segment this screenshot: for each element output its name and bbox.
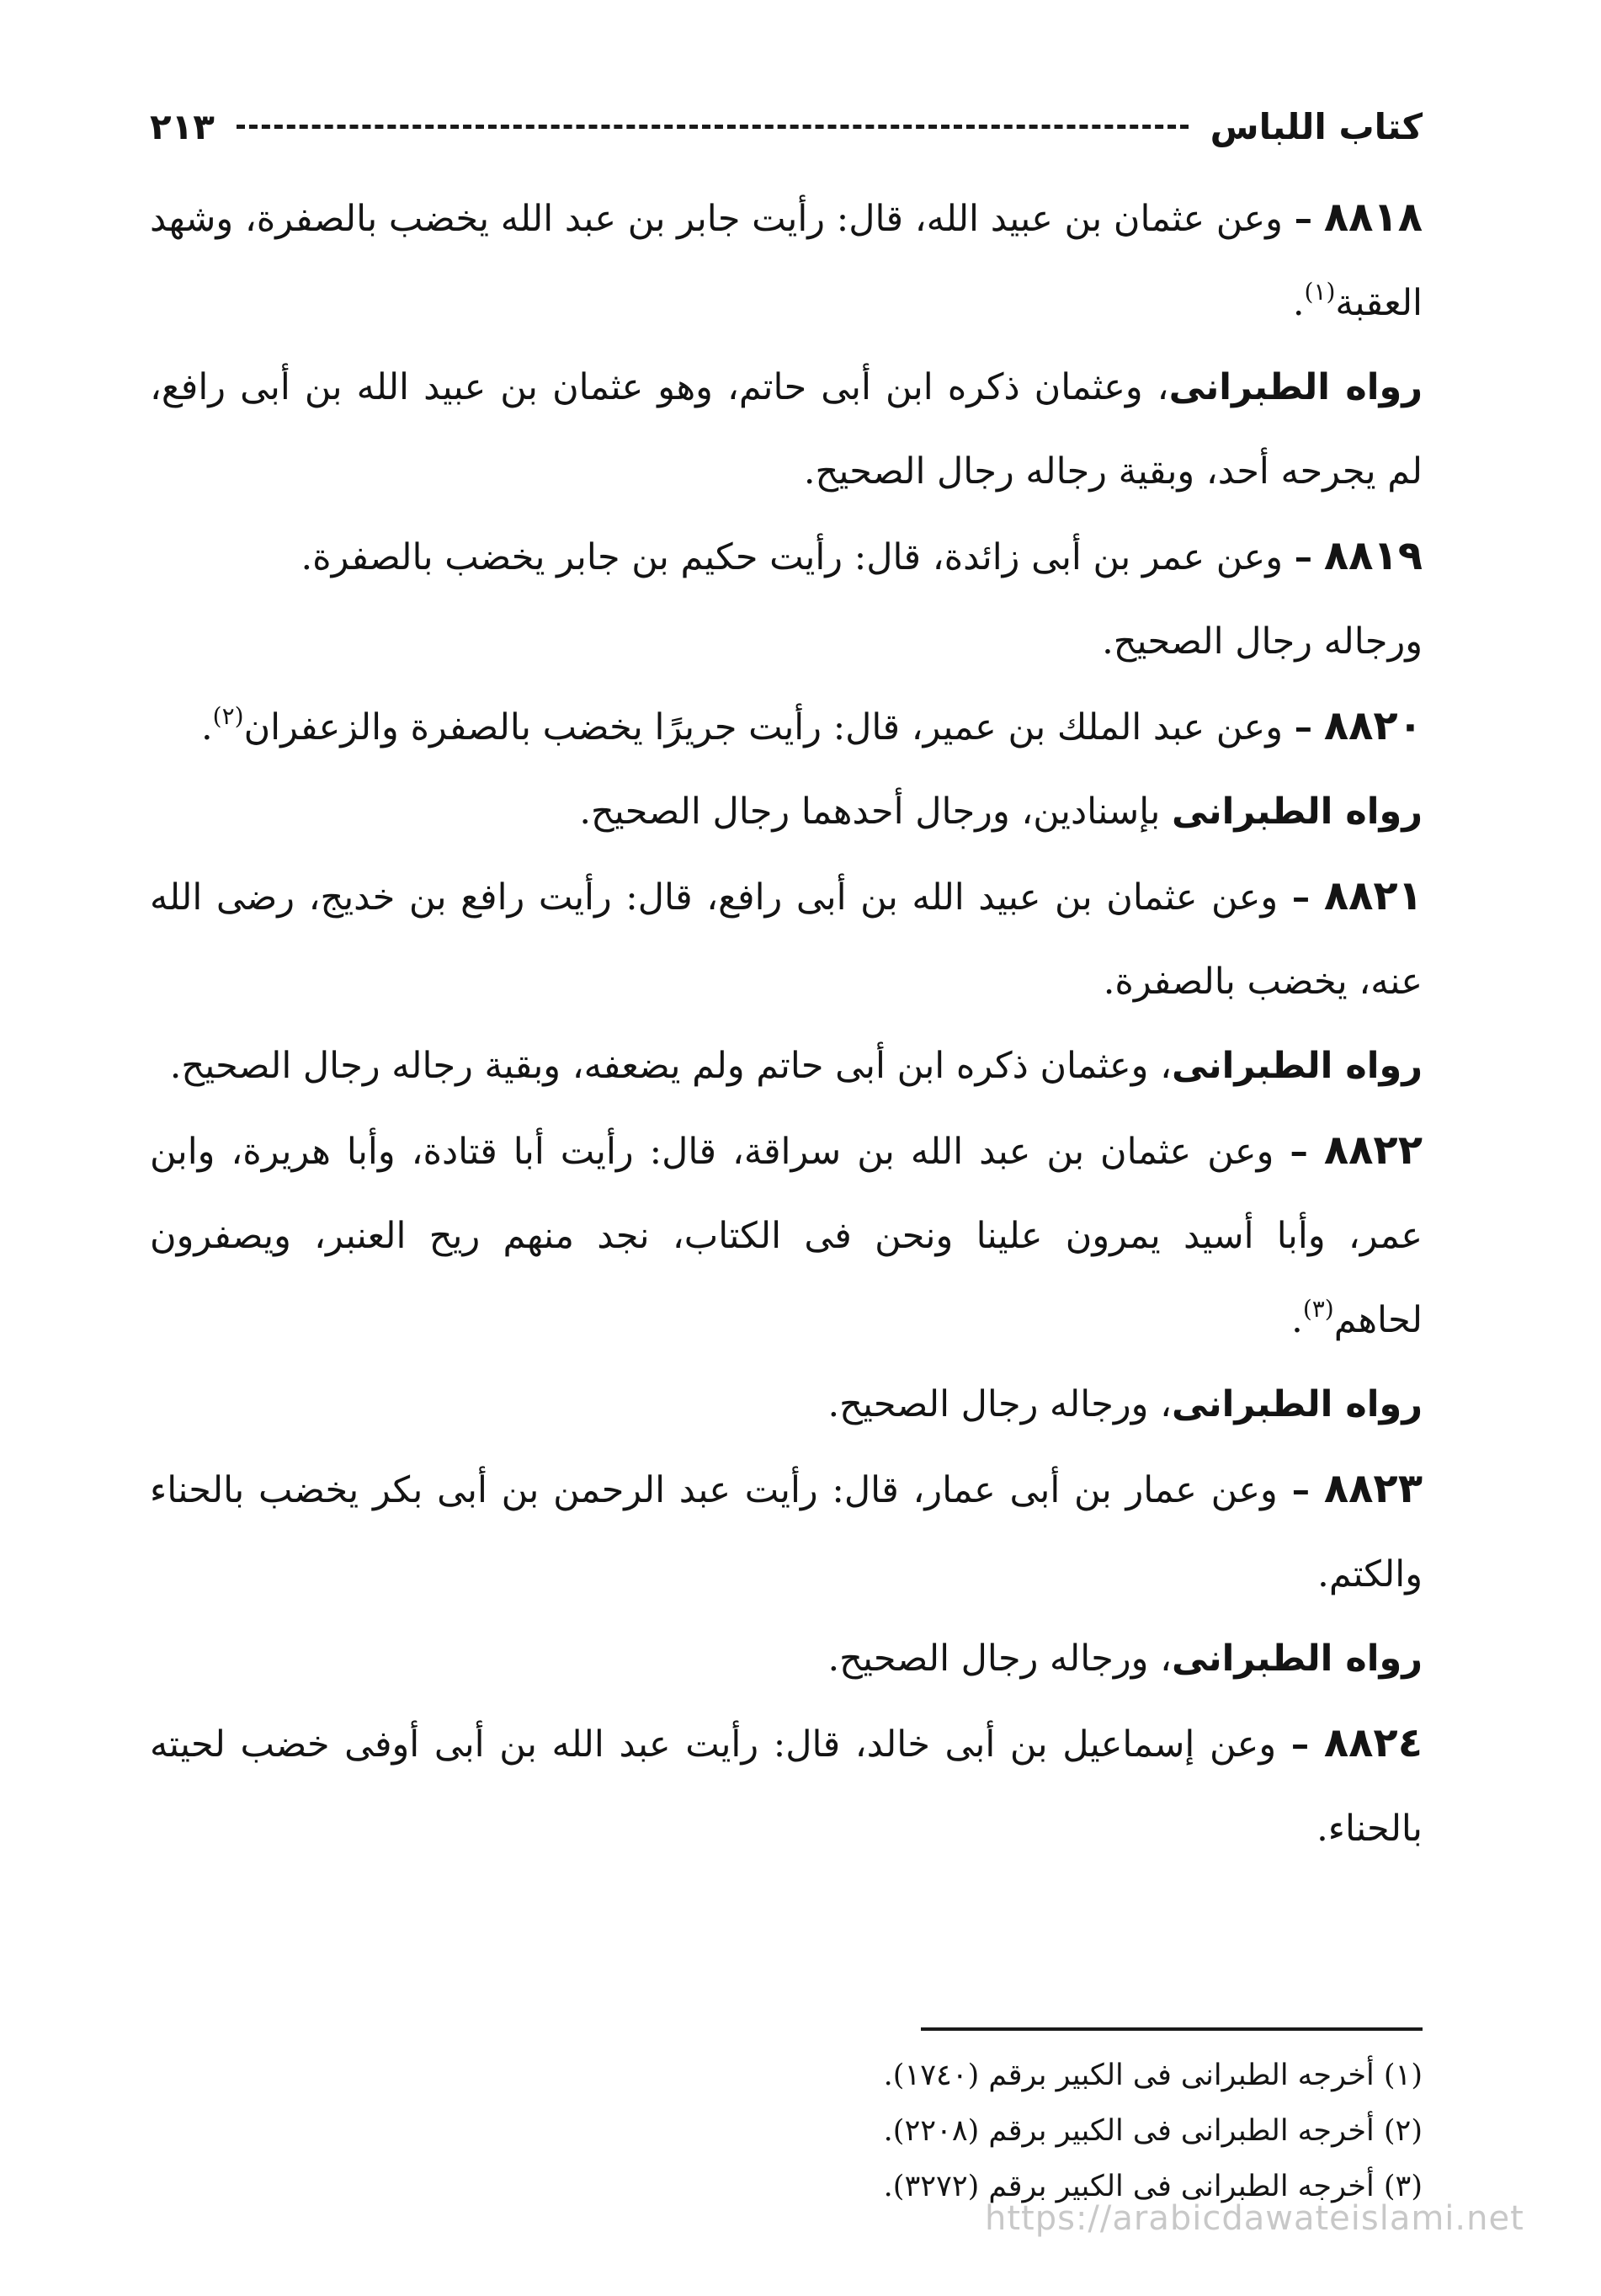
hadith-8819 <box>150 514 1423 599</box>
footnotes <box>150 2048 1423 2214</box>
hadith-dash: – <box>1290 1723 1310 1766</box>
hadith-end: . <box>201 706 213 748</box>
source-label: رواه الطبرانى <box>1168 366 1423 408</box>
hadith-number: ٨٨١٨ <box>1323 194 1423 241</box>
commentary-8818 <box>150 345 1423 514</box>
hadith-number: ٨٨٢٣ <box>1323 1465 1423 1512</box>
source-label: رواه الطبرانى <box>1171 791 1423 833</box>
commentary-8822 <box>150 1362 1423 1446</box>
commentary-text: بإسنادين، ورجال أحدهما رجال الصحيح. <box>579 791 1172 833</box>
commentary-text: ، وعثمان ذكره ابن أبى حاتم، وهو عثمان بن عبيد الله بن أبى رافع، لم يجرحه أحد، وبقية رجاله رجال الصحيح. <box>150 366 1423 493</box>
hadith-number: ٨٨٢١ <box>1323 872 1423 919</box>
commentary-text: ، ورجاله رجال الصحيح. <box>827 1638 1172 1680</box>
hadith-text: وعن عمر بن أبى زائدة، قال: رأيت حكيم بن جابر يخضب بالصفرة. <box>301 536 1283 578</box>
watermark-url: https://arabicdawateislami.net <box>985 2199 1524 2238</box>
hadith-dash: – <box>1294 706 1313 748</box>
source-label: رواه الطبرانى <box>1171 1045 1423 1087</box>
hadith-8818 <box>150 175 1423 345</box>
hadith-8821 <box>150 854 1423 1024</box>
running-head <box>150 93 1423 160</box>
footnote-separator <box>921 2027 1423 2031</box>
hadith-text: وعن عمار بن أبى عمار، قال: رأيت عبد الرحمن بن أبى بكر يخضب بالحناء والكتم. <box>150 1469 1423 1595</box>
hadith-number: ٨٨١٩ <box>1323 532 1423 579</box>
book-title: كتاب اللباس <box>1210 105 1423 147</box>
source-label: رواه الطبرانى <box>1171 1383 1423 1425</box>
hadith-text: وعن عثمان بن عبيد الله، قال: رأيت جابر بن عبد الله يخضب بالصفرة، وشهد العقبة <box>150 198 1423 324</box>
footnote-ref: (١) <box>1304 278 1336 306</box>
hadith-8824 <box>150 1701 1423 1871</box>
commentary-text: ورجاله رجال الصحيح. <box>1102 621 1423 663</box>
hadith-text: وعن عثمان بن عبد الله بن سراقة، قال: رأيت أبا قتادة، وأبا هريرة، وابن عمر، وأبا أسيد يمرون علينا ونحن فى الكتاب، نجد منهم ريح العنبر، ويصفرون لحاهم <box>150 1131 1423 1341</box>
commentary-8820 <box>150 770 1423 854</box>
header-dashed-rule <box>237 125 1189 129</box>
hadith-8822 <box>150 1108 1423 1362</box>
footnote-3: (٣) أخرجه الطبرانى فى الكبير برقم (٣٢٧٢). <box>883 2170 1423 2203</box>
hadith-text: وعن عثمان بن عبيد الله بن أبى رافع، قال: رأيت رافع بن خديج، رضى الله عنه، يخضب بالصفرة. <box>150 876 1423 1003</box>
commentary-text: ، وعثمان ذكره ابن أبى حاتم ولم يضعفه، وبقية رجاله رجال الصحيح. <box>169 1045 1172 1087</box>
hadith-number: ٨٨٢٠ <box>1323 702 1423 749</box>
hadith-end: . <box>1292 282 1305 324</box>
hadith-end: . <box>1291 1299 1303 1341</box>
commentary-text: ، ورجاله رجال الصحيح. <box>827 1383 1172 1425</box>
hadith-text: وعن إسماعيل بن أبى خالد، قال: رأيت عبد الله بن أبى أوفى خضب لحيته بالحناء. <box>150 1723 1423 1850</box>
page-number: ٢١٣ <box>150 105 215 147</box>
commentary-8823 <box>150 1617 1423 1701</box>
hadith-number: ٨٨٢٤ <box>1323 1719 1423 1766</box>
footnote-ref: (٣) <box>1302 1295 1334 1323</box>
hadith-8820 <box>150 684 1423 770</box>
hadith-number: ٨٨٢٢ <box>1323 1127 1423 1174</box>
footnote-ref: (٢) <box>212 702 244 730</box>
hadith-8823 <box>150 1446 1423 1617</box>
commentary-8819 <box>150 599 1423 684</box>
footnote-1: (١) أخرجه الطبرانى فى الكبير برقم (١٧٤٠). <box>883 2059 1423 2092</box>
footnote-2: (٢) أخرجه الطبرانى فى الكبير برقم (٢٢٠٨). <box>883 2114 1423 2148</box>
hadith-dash: – <box>1290 1131 1308 1173</box>
source-label: رواه الطبرانى <box>1171 1638 1423 1680</box>
hadith-dash: – <box>1291 1469 1311 1511</box>
hadith-dash: – <box>1294 198 1313 240</box>
hadith-text: وعن عبد الملك بن عمير، قال: رأيت جريرًا يخضب بالصفرة والزعفران <box>243 706 1283 748</box>
commentary-8821 <box>150 1024 1423 1108</box>
hadith-dash: – <box>1294 536 1313 578</box>
hadith-dash: – <box>1291 876 1311 919</box>
body-text <box>150 175 1423 1871</box>
